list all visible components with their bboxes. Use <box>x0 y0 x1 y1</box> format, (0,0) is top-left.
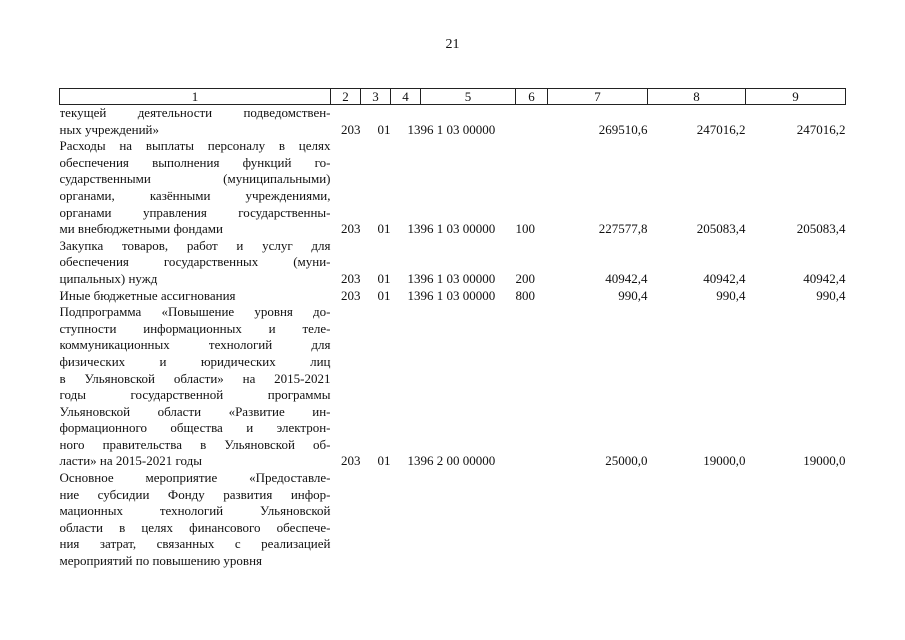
row-name-cell <box>60 304 331 470</box>
cell-col-4: 13 <box>407 287 421 303</box>
cell-col-5: 96 2 00 00000 <box>420 453 496 469</box>
cell-col-9: 40942,4 <box>803 270 846 286</box>
table-row <box>60 304 846 470</box>
column-header-7: 7 <box>548 89 648 105</box>
row-name-line: Ульяновской области «Развитие ин- <box>59 403 331 419</box>
cell-col-6 <box>516 470 548 570</box>
cell-col-5: 96 1 03 00000 <box>420 221 496 237</box>
table-body <box>60 105 846 570</box>
column-header-3: 3 <box>361 89 391 105</box>
row-name-cell <box>60 238 331 288</box>
cell-col-2: 203 <box>341 287 361 303</box>
column-header-2: 2 <box>331 89 361 105</box>
cell-col-6: 100 <box>515 221 535 237</box>
row-name-line: текущей деятельности подведомствен- <box>59 105 331 120</box>
cell-col-6 <box>516 304 548 470</box>
cell-col-5 <box>421 470 516 570</box>
row-name-line: Основное мероприятие «Предоставле- <box>59 470 331 486</box>
column-header-9: 9 <box>746 89 846 105</box>
row-name-line: ципальных) нужд <box>59 270 158 286</box>
cell-col-5: 96 1 03 00000 <box>420 270 496 286</box>
row-name-cell <box>60 105 331 139</box>
column-number-row <box>60 89 846 105</box>
cell-col-3 <box>361 470 391 570</box>
cell-col-7: 25000,0 <box>605 453 648 469</box>
row-name-line: ласти» на 2015-2021 годы <box>59 453 202 469</box>
row-name-line: ние субсидии Фонду развития инфор- <box>59 486 331 502</box>
column-header-8: 8 <box>648 89 746 105</box>
row-name-line: в Ульяновской области» на 2015-2021 <box>59 370 331 386</box>
column-header-4: 4 <box>391 89 421 105</box>
column-header-5: 5 <box>421 89 516 105</box>
cell-col-9 <box>746 470 846 570</box>
row-name-line: ния затрат, связанных с реализацией <box>59 536 331 552</box>
row-name-line: ми внебюджетными фондами <box>59 221 223 237</box>
row-name-line: ного правительства в Ульяновской об- <box>59 436 331 452</box>
row-name-line: Закупка товаров, работ и услуг для <box>59 237 331 253</box>
cell-col-4 <box>391 470 421 570</box>
row-name-cell <box>60 138 331 238</box>
row-name-line: мероприятий по повышению уровня <box>59 553 263 569</box>
column-header-6: 6 <box>516 89 548 105</box>
cell-col-4: 13 <box>407 221 421 237</box>
cell-col-5: 96 1 03 00000 <box>420 121 496 137</box>
row-name-line: обеспечения выполнения функций го- <box>59 154 331 170</box>
cell-col-4: 13 <box>407 453 421 469</box>
row-name-cell <box>60 288 331 305</box>
cell-col-3: 01 <box>377 121 391 137</box>
row-name-line: Расходы на выплаты персоналу в целях <box>59 138 331 154</box>
table-row <box>60 105 846 139</box>
table-row <box>60 138 846 238</box>
cell-col-7: 40942,4 <box>605 270 648 286</box>
cell-col-2: 203 <box>341 221 361 237</box>
cell-col-9: 247016,2 <box>796 121 846 137</box>
cell-col-3: 01 <box>377 221 391 237</box>
cell-col-6 <box>516 105 548 139</box>
row-name-line: обеспечения государственных (муни- <box>59 254 331 270</box>
row-name-cell <box>60 470 331 570</box>
cell-col-4: 13 <box>407 270 421 286</box>
cell-col-4: 13 <box>407 121 421 137</box>
row-name-line: сударственными (муниципальными) <box>59 171 331 187</box>
cell-col-2 <box>331 470 361 570</box>
cell-col-6: 200 <box>515 270 535 286</box>
cell-col-2: 203 <box>341 453 361 469</box>
row-name-line: Подпрограмма «Повышение уровня до- <box>59 304 331 320</box>
page-number: 21 <box>445 37 460 52</box>
cell-col-3: 01 <box>377 270 391 286</box>
cell-col-8: 205083,4 <box>696 221 746 237</box>
table-row <box>60 470 846 570</box>
row-name-line: ступности информационных и теле- <box>59 320 331 336</box>
row-name-line: органами управления государственны- <box>59 204 331 220</box>
cell-col-8: 247016,2 <box>696 121 746 137</box>
cell-col-8: 19000,0 <box>703 453 746 469</box>
row-name-line: коммуникационных технологий для <box>59 337 331 353</box>
row-name-line: годы государственной программы <box>59 387 331 403</box>
cell-col-3: 01 <box>377 287 391 303</box>
row-name-line: формационного общества и электрон- <box>59 420 331 436</box>
row-name-line: Иные бюджетные ассигнования <box>59 287 236 303</box>
row-name-line: мационных технологий Ульяновской <box>59 503 331 519</box>
row-name-line: органами, казёнными учреждениями, <box>59 187 331 203</box>
cell-col-9: 19000,0 <box>803 453 846 469</box>
row-name-line: физических и юридических лиц <box>59 353 331 369</box>
row-name-line: области в целях финансового обеспече- <box>59 519 331 535</box>
column-header-1: 1 <box>60 89 331 105</box>
cell-col-8 <box>648 470 746 570</box>
cell-col-3: 01 <box>377 453 391 469</box>
cell-col-7: 227577,8 <box>598 221 648 237</box>
cell-col-6: 800 <box>515 287 535 303</box>
cell-col-9: 990,4 <box>816 287 846 303</box>
budget-table <box>59 88 846 570</box>
cell-col-2: 203 <box>341 121 361 137</box>
table-row <box>60 288 846 305</box>
cell-col-5: 96 1 03 00000 <box>420 287 496 303</box>
cell-col-8: 40942,4 <box>703 270 746 286</box>
cell-col-2: 203 <box>341 270 361 286</box>
cell-col-9: 205083,4 <box>796 221 846 237</box>
cell-col-7: 990,4 <box>618 287 648 303</box>
cell-col-7: 269510,6 <box>598 121 648 137</box>
row-name-line: ных учреждений» <box>59 121 159 137</box>
cell-col-7 <box>548 470 648 570</box>
table-row <box>60 238 846 288</box>
cell-col-8: 990,4 <box>716 287 746 303</box>
